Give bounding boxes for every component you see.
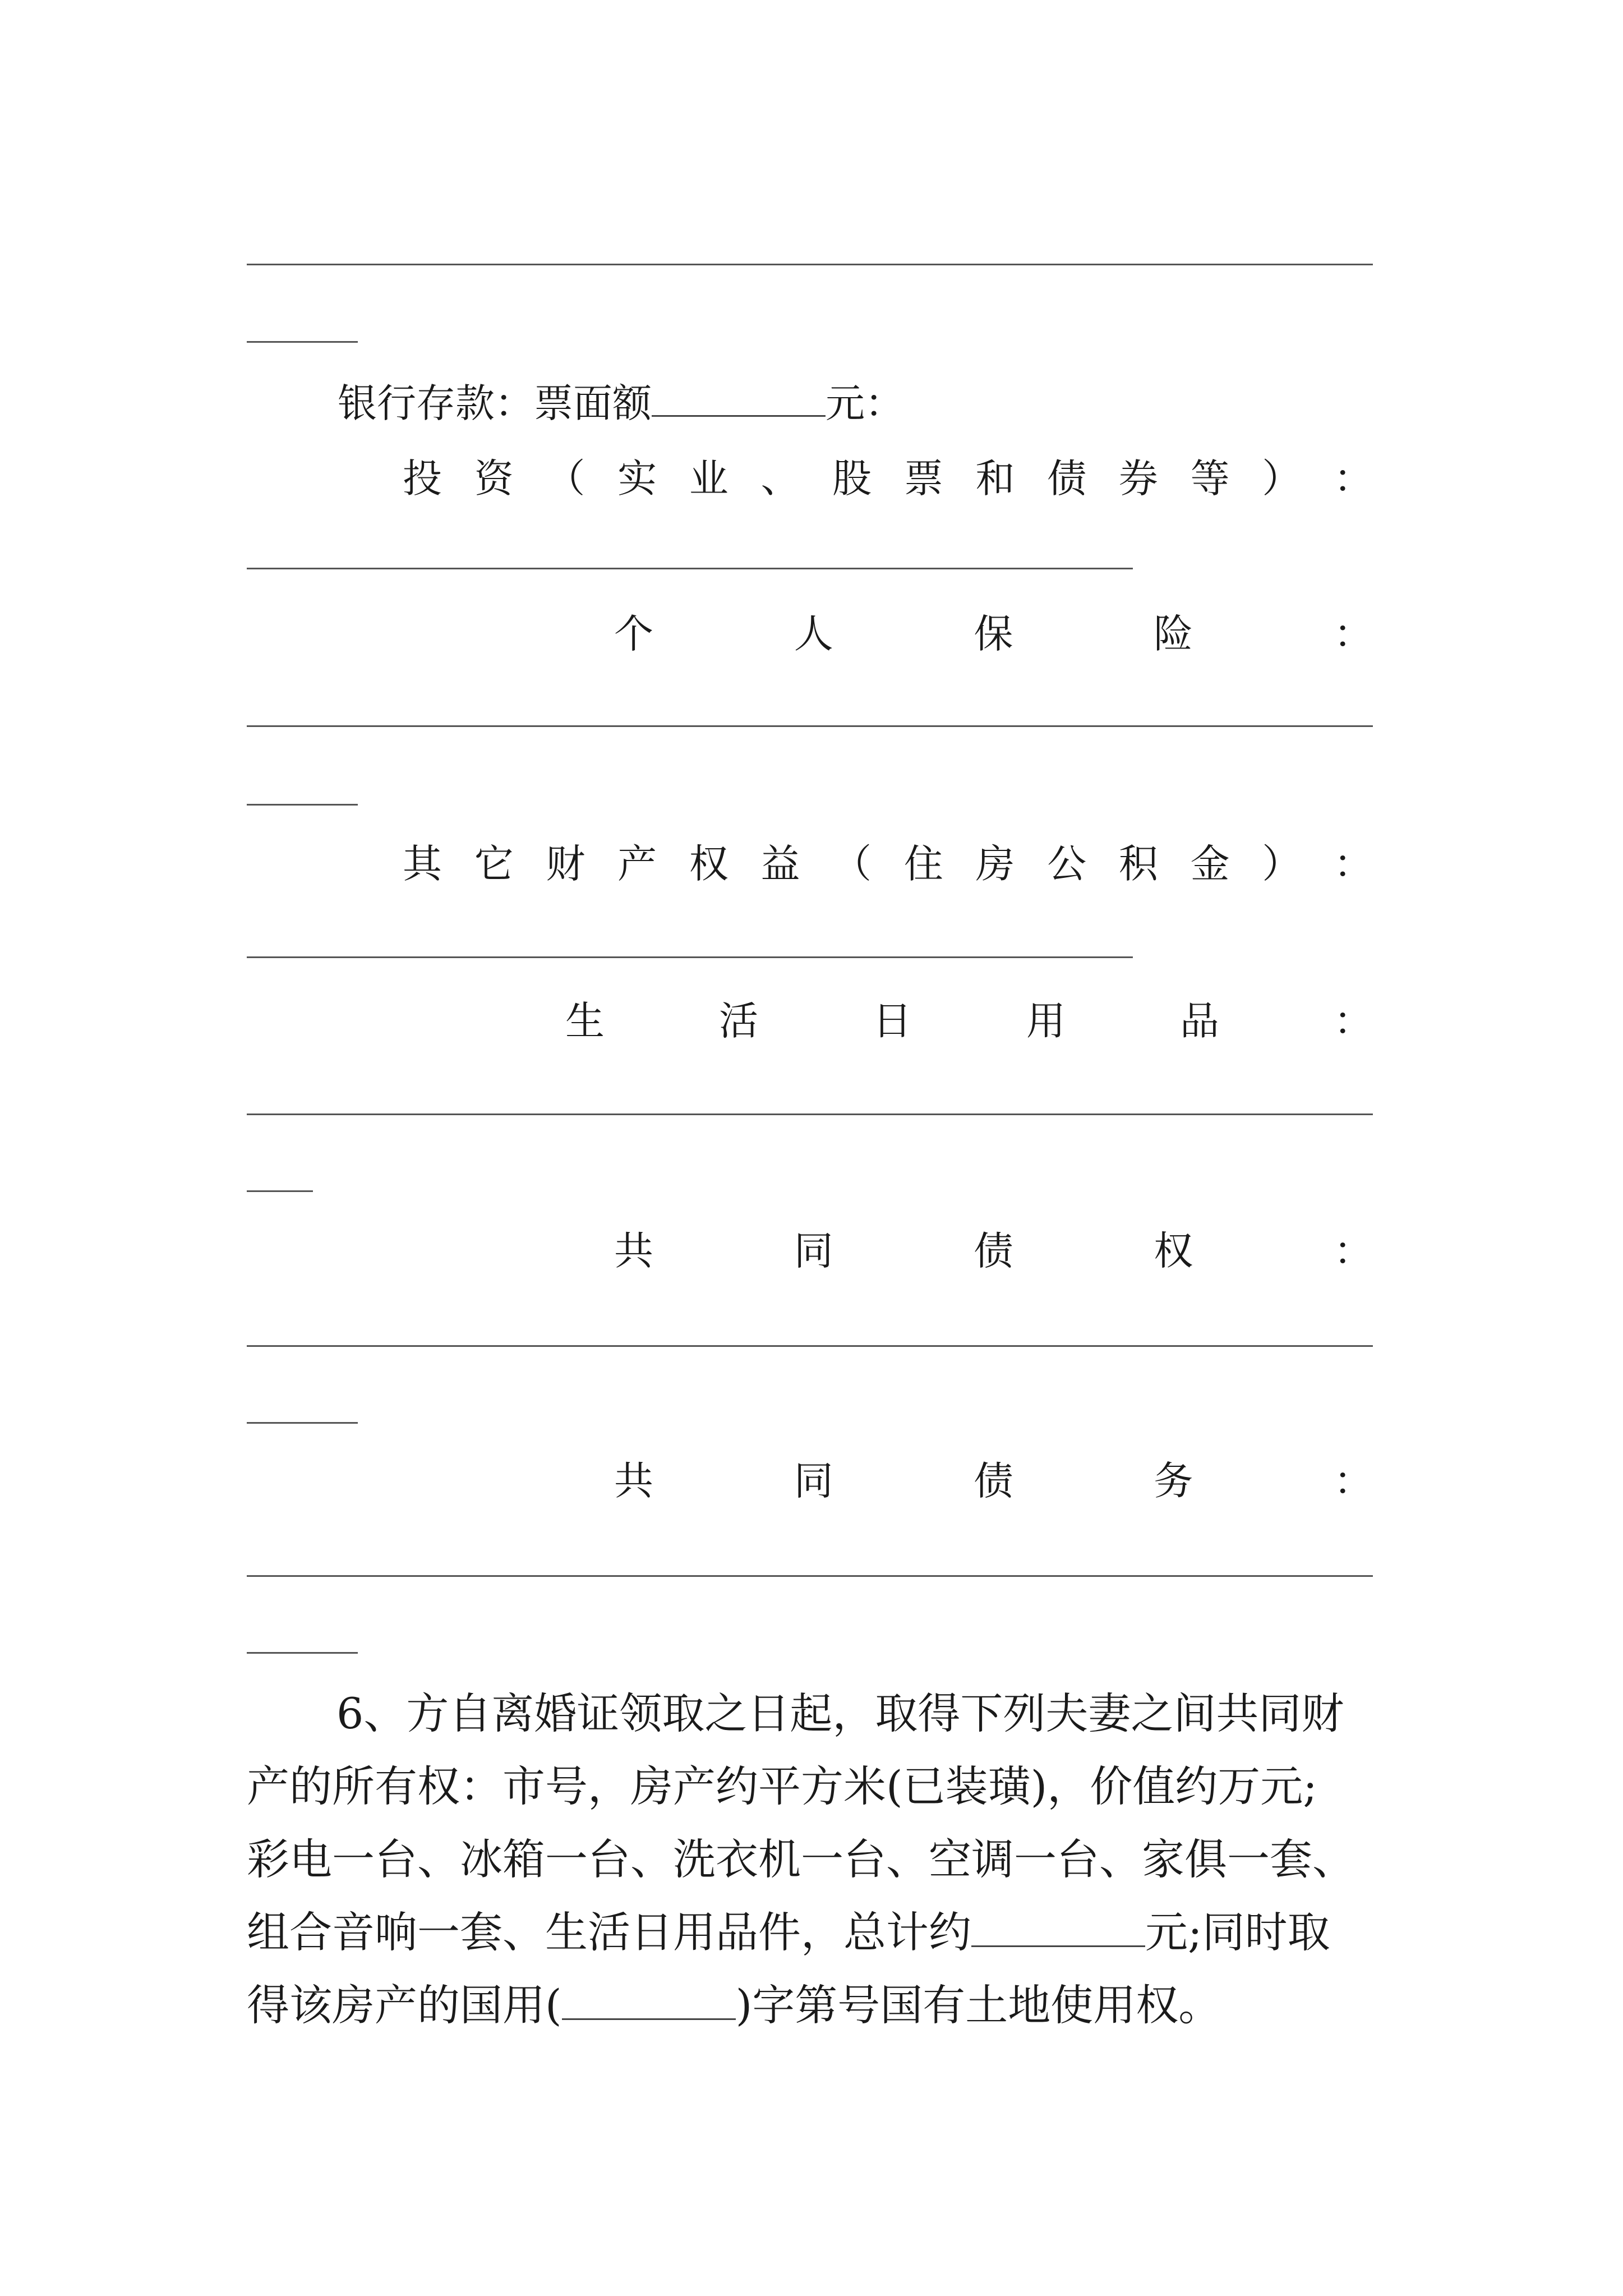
insurance-heading (614, 609, 1373, 659)
fill-line (247, 264, 1373, 265)
joint-debts-heading (614, 1456, 1373, 1506)
char: 产 (617, 841, 657, 887)
char: ） (1262, 455, 1302, 501)
char: ： (1334, 1458, 1373, 1504)
char: 共 (614, 1458, 653, 1504)
char: 债 (1047, 455, 1087, 501)
char: ： (1333, 841, 1373, 887)
char: 保 (974, 611, 1013, 657)
fill-line (247, 1575, 1373, 1577)
char: 券 (1118, 455, 1158, 501)
char: 资 (474, 455, 514, 501)
char: 它 (474, 841, 514, 887)
char: 债 (974, 1228, 1013, 1274)
char: 住 (903, 841, 943, 887)
paragraph-line: 彩电一台、冰箱一台、洗衣机一台、空调一台、家俱一套、 (247, 1834, 1355, 1884)
paragraph-text: 得该房产的国用( (247, 1980, 562, 2030)
paragraph-line (247, 1896, 1391, 1969)
char: ） (1262, 841, 1302, 887)
char: 生 (565, 998, 605, 1044)
total-amount-blank (971, 1906, 1145, 1947)
char: 权 (689, 841, 728, 887)
amount-blank (652, 376, 826, 417)
char: 票 (903, 455, 943, 501)
char: 同 (794, 1228, 833, 1274)
paragraph-line: 产的所有权：市号，房产约平方米(已装璜)，价值约万元; (247, 1761, 1317, 1811)
char: 险 (1154, 611, 1193, 657)
joint-claims-heading (614, 1226, 1373, 1276)
investment-heading (403, 453, 1373, 504)
paragraph-text: 组合音响一套、生活日用品件，总计约 (247, 1907, 971, 1957)
char: （ (546, 455, 585, 501)
char: 投 (403, 455, 442, 501)
fill-line-short (247, 804, 358, 806)
bank-deposit-label: 银行存款：票面额 (338, 380, 652, 426)
char: ： (1333, 455, 1373, 501)
daily-goods-heading (565, 996, 1373, 1046)
char: （ (832, 841, 872, 887)
char: 财 (546, 841, 585, 887)
char: 用 (1026, 998, 1066, 1044)
char: 个 (614, 611, 653, 657)
fill-line (247, 568, 1133, 569)
fill-line (247, 956, 1133, 958)
char: 其 (403, 841, 442, 887)
other-property-heading (403, 839, 1373, 889)
fill-line-short (247, 1422, 358, 1424)
char: ： (1334, 998, 1373, 1044)
land-use-blank (562, 1979, 736, 2020)
char: 股 (832, 455, 872, 501)
paragraph-text: 元;同时取 (1145, 1907, 1330, 1957)
char: 共 (614, 1228, 653, 1274)
char: 金 (1190, 841, 1230, 887)
char: 和 (975, 455, 1015, 501)
char: 房 (975, 841, 1015, 887)
char: 日 (873, 998, 912, 1044)
fill-line (247, 1114, 1373, 1115)
char: 人 (794, 611, 833, 657)
fill-line-short (247, 341, 358, 343)
char: 务 (1154, 1458, 1193, 1504)
fill-line (247, 725, 1373, 727)
fill-line (247, 1345, 1373, 1347)
char: 积 (1118, 841, 1158, 887)
paragraph-6 (247, 1677, 1391, 2042)
char: 业 (689, 455, 728, 501)
char: 等 (1190, 455, 1230, 501)
paragraph-line: 6、方自离婚证领取之日起，取得下列夫妻之间共同财 (336, 1688, 1344, 1738)
paragraph-line (247, 1969, 1391, 2042)
bank-deposit-suffix: 元： (826, 380, 904, 426)
char: 债 (974, 1458, 1013, 1504)
char: 实 (617, 455, 657, 501)
char: 、 (760, 455, 800, 501)
char: 品 (1180, 998, 1219, 1044)
paragraph-text: )字第号国有土地使用权。 (735, 1980, 1221, 2030)
char: ： (1334, 611, 1373, 657)
fill-line-short (247, 1190, 313, 1192)
char: 活 (719, 998, 758, 1044)
fill-line-short (247, 1652, 358, 1654)
char: 同 (794, 1458, 833, 1504)
char: 权 (1154, 1228, 1193, 1274)
char: 公 (1047, 841, 1087, 887)
char: 益 (760, 841, 800, 887)
char: ： (1334, 1228, 1373, 1274)
bank-deposit-line (338, 376, 904, 429)
